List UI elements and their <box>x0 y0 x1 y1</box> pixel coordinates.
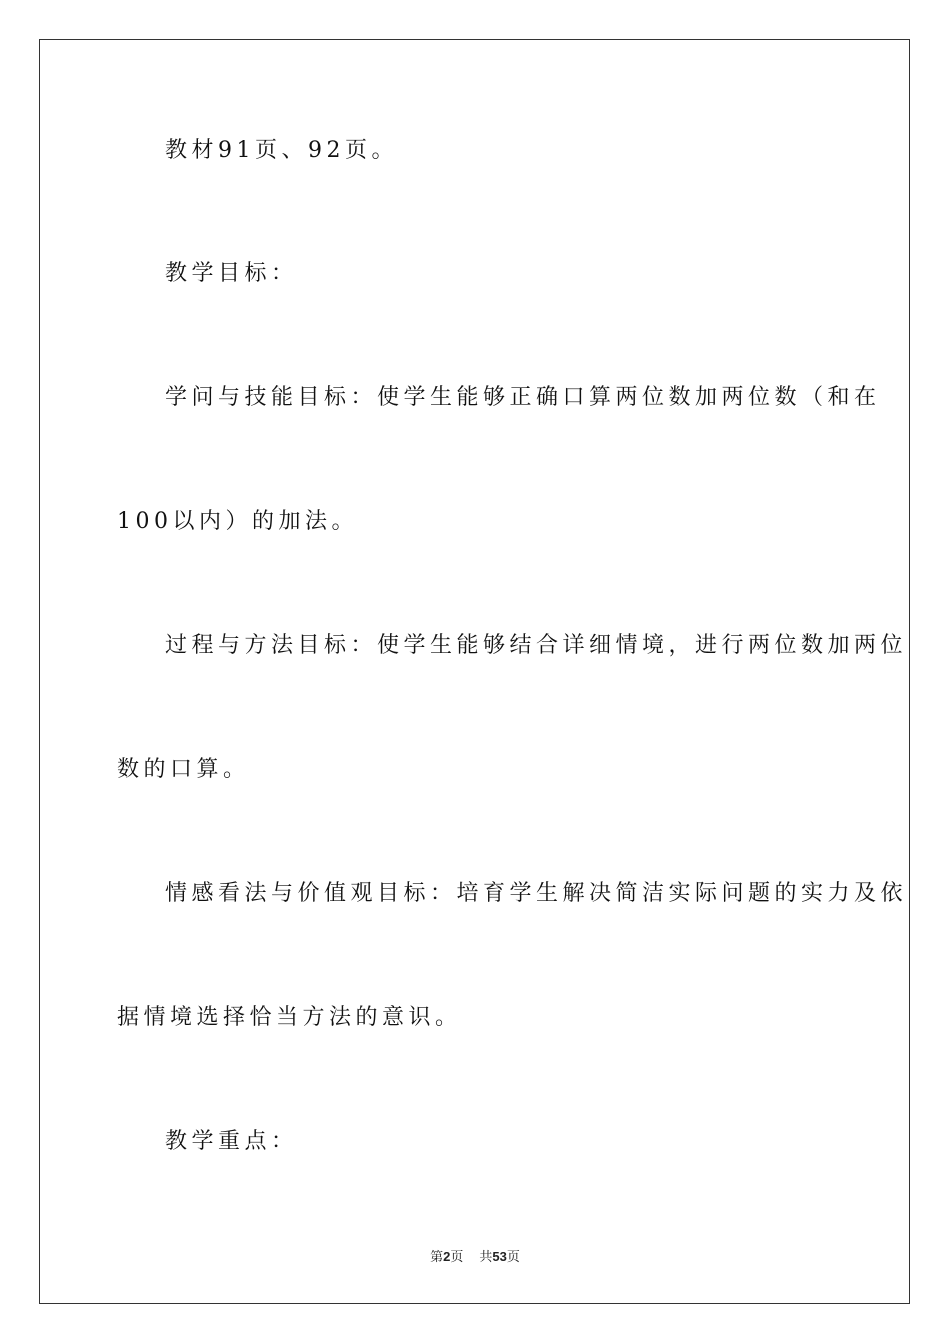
paragraph-process-method-goal-line1: 过程与方法目标：使学生能够结合详细情境，进行两位数加两位 <box>165 633 908 658</box>
footer-page-suffix: 页 <box>450 1250 464 1265</box>
heading-teaching-objectives: 教学目标： <box>165 261 298 286</box>
paragraph-textbook-pages: 教材91页、92页。 <box>165 138 398 163</box>
paragraph-process-method-goal-line2: 数的口算。 <box>117 757 250 782</box>
footer-page-number: 2 <box>443 1249 451 1264</box>
heading-teaching-focus: 教学重点： <box>165 1129 298 1154</box>
footer-total-prefix: 共 <box>479 1250 493 1265</box>
page-footer <box>0 1248 950 1267</box>
paragraph-emotion-value-goal-line2: 据情境选择恰当方法的意识。 <box>117 1005 462 1030</box>
paragraph-knowledge-skill-goal-line2: 100以内）的加法。 <box>117 509 358 534</box>
footer-total-suffix: 页 <box>506 1250 520 1265</box>
paragraph-emotion-value-goal-line1: 情感看法与价值观目标：培育学生解决简洁实际问题的实力及依 <box>165 881 908 906</box>
paragraph-knowledge-skill-goal-line1: 学问与技能目标：使学生能够正确口算两位数加两位数（和在 <box>165 385 881 410</box>
footer-page-prefix: 第 <box>430 1250 444 1265</box>
footer-total-pages: 53 <box>492 1249 507 1264</box>
page-border <box>39 39 910 1304</box>
